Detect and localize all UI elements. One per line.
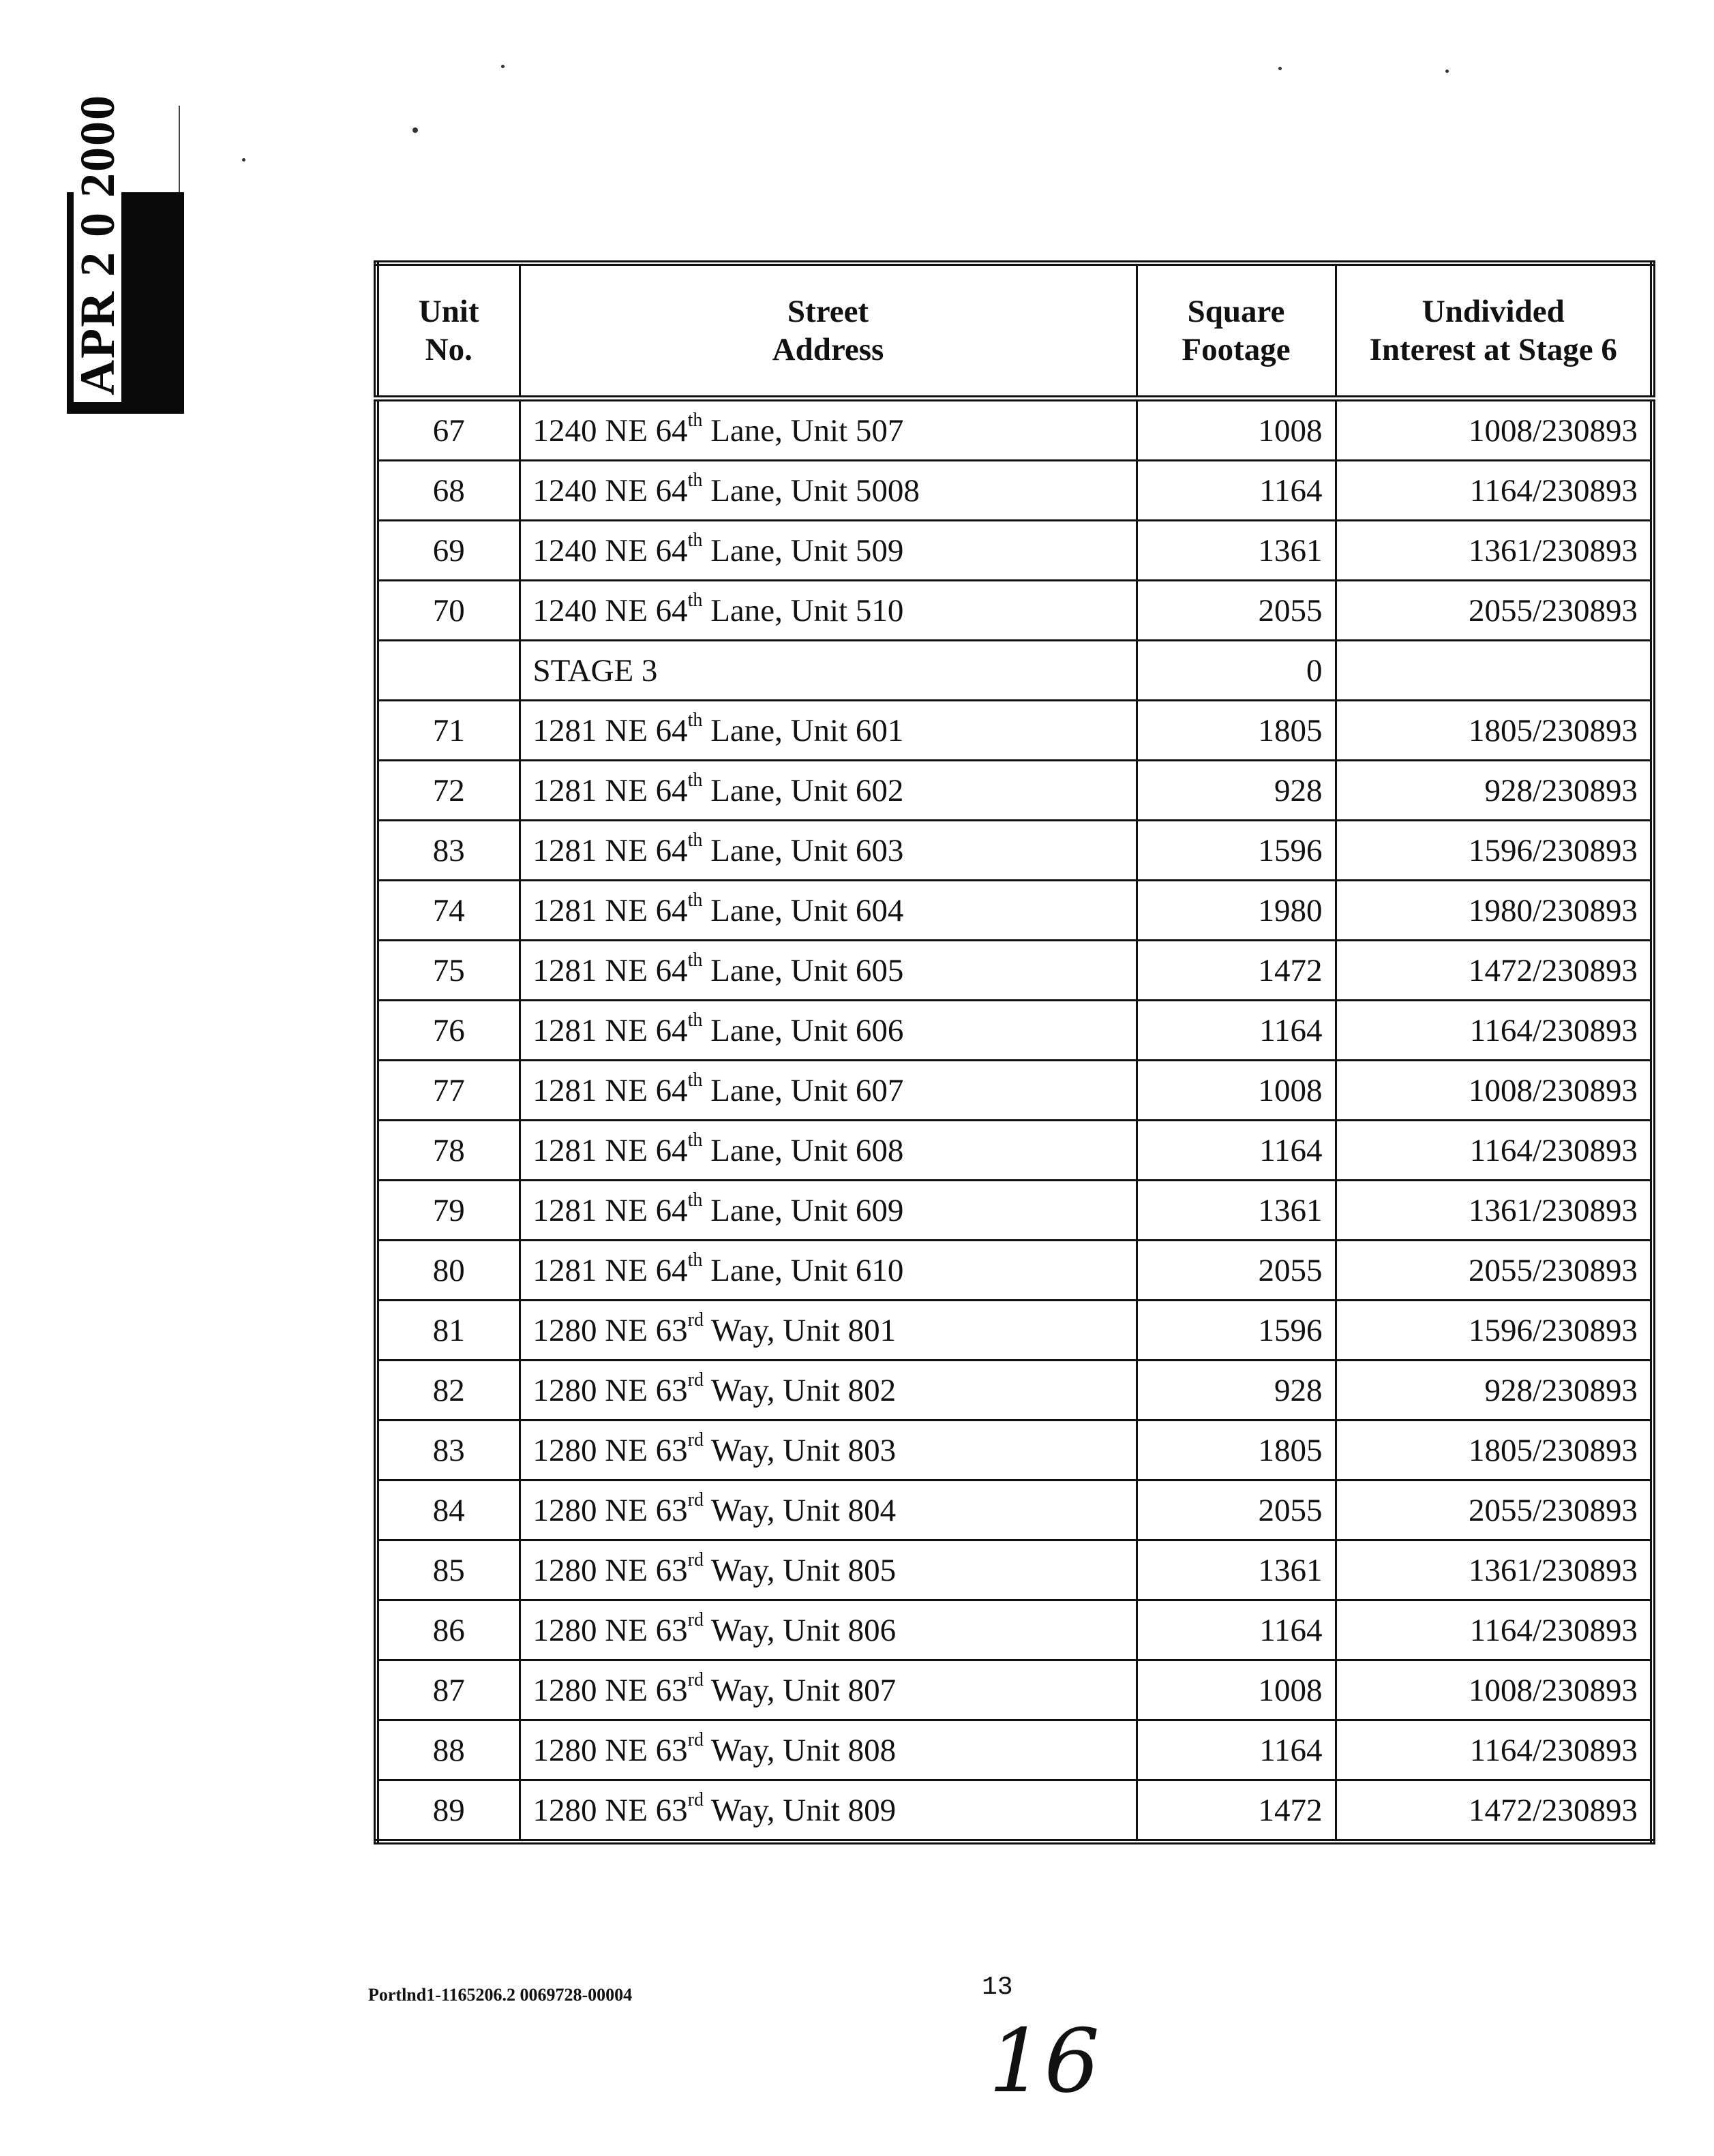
table-row (376, 821, 1653, 881)
undivided-interest: 2055/230893 (1336, 1241, 1653, 1301)
unit-number (376, 641, 520, 701)
handwritten-page-number: 16 (989, 2011, 1100, 2112)
undivided-interest: 1596/230893 (1336, 821, 1653, 881)
unit-number: 76 (376, 1001, 520, 1061)
unit-number: 88 (376, 1720, 520, 1780)
unit-number: 71 (376, 701, 520, 761)
undivided-interest: 928/230893 (1336, 1361, 1653, 1421)
table-row (376, 761, 1653, 821)
square-footage: 1472 (1137, 1780, 1336, 1842)
undivided-interest: 1596/230893 (1336, 1301, 1653, 1361)
street-address: 1280 NE 63rd Way, Unit 807 (520, 1660, 1137, 1720)
header-undivided-interest: Undivided Interest at Stage 6 (1336, 263, 1653, 399)
street-address: 1240 NE 64th Lane, Unit 510 (520, 581, 1137, 641)
header-unit-no: Unit No. (376, 263, 520, 399)
table-body (376, 399, 1653, 1842)
unit-number: 68 (376, 461, 520, 521)
scan-speck (412, 127, 418, 133)
table-row (376, 1780, 1653, 1842)
street-address: 1281 NE 64th Lane, Unit 602 (520, 761, 1137, 821)
street-address: 1281 NE 64th Lane, Unit 603 (520, 821, 1137, 881)
date-stamp: APR 2 0 2000 (74, 87, 121, 402)
square-footage: 928 (1137, 1361, 1336, 1421)
unit-number: 75 (376, 941, 520, 1001)
undivided-interest: 1361/230893 (1336, 1540, 1653, 1600)
square-footage: 2055 (1137, 581, 1336, 641)
unit-interest-table (374, 260, 1655, 1844)
square-footage: 1805 (1137, 701, 1336, 761)
square-footage: 0 (1137, 641, 1336, 701)
street-address: 1281 NE 64th Lane, Unit 605 (520, 941, 1137, 1001)
undivided-interest: 1361/230893 (1336, 1181, 1653, 1241)
unit-number: 83 (376, 821, 520, 881)
undivided-interest: 1472/230893 (1336, 941, 1653, 1001)
unit-number: 70 (376, 581, 520, 641)
unit-number: 77 (376, 1061, 520, 1121)
unit-number: 82 (376, 1361, 520, 1421)
table-row (376, 1720, 1653, 1780)
square-footage: 1164 (1137, 461, 1336, 521)
street-address: 1281 NE 64th Lane, Unit 604 (520, 881, 1137, 941)
undivided-interest: 1008/230893 (1336, 1061, 1653, 1121)
square-footage: 1008 (1137, 1660, 1336, 1720)
street-address: 1281 NE 64th Lane, Unit 601 (520, 701, 1137, 761)
square-footage: 2055 (1137, 1481, 1336, 1540)
header-street-address: Street Address (520, 263, 1137, 399)
street-address: 1280 NE 63rd Way, Unit 801 (520, 1301, 1137, 1361)
undivided-interest: 2055/230893 (1336, 1481, 1653, 1540)
undivided-interest: 1008/230893 (1336, 1660, 1653, 1720)
unit-number: 74 (376, 881, 520, 941)
square-footage: 1472 (1137, 941, 1336, 1001)
street-address: 1280 NE 63rd Way, Unit 805 (520, 1540, 1137, 1600)
table-row (376, 1361, 1653, 1421)
scan-speck (1278, 67, 1282, 70)
square-footage: 1008 (1137, 399, 1336, 461)
table-row (376, 641, 1653, 701)
unit-number: 86 (376, 1600, 520, 1660)
undivided-interest: 1164/230893 (1336, 461, 1653, 521)
undivided-interest: 1164/230893 (1336, 1121, 1653, 1181)
street-address: STAGE 3 (520, 641, 1137, 701)
undivided-interest: 1472/230893 (1336, 1780, 1653, 1842)
table-row (376, 1540, 1653, 1600)
street-address: 1280 NE 63rd Way, Unit 804 (520, 1481, 1137, 1540)
square-footage: 1361 (1137, 1540, 1336, 1600)
square-footage: 1361 (1137, 1181, 1336, 1241)
table-row (376, 399, 1653, 461)
street-address: 1281 NE 64th Lane, Unit 609 (520, 1181, 1137, 1241)
unit-number: 89 (376, 1780, 520, 1842)
table-row (376, 1301, 1653, 1361)
street-address: 1280 NE 63rd Way, Unit 808 (520, 1720, 1137, 1780)
unit-number: 84 (376, 1481, 520, 1540)
table-row (376, 881, 1653, 941)
square-footage: 1805 (1137, 1421, 1336, 1481)
street-address: 1280 NE 63rd Way, Unit 802 (520, 1361, 1137, 1421)
undivided-interest: 1361/230893 (1336, 521, 1653, 581)
square-footage: 1361 (1137, 521, 1336, 581)
street-address: 1240 NE 64th Lane, Unit 5008 (520, 461, 1137, 521)
table-row (376, 941, 1653, 1001)
street-address: 1240 NE 64th Lane, Unit 507 (520, 399, 1137, 461)
undivided-interest: 928/230893 (1336, 761, 1653, 821)
table-row (376, 1001, 1653, 1061)
table-row (376, 581, 1653, 641)
document-id: Portlnd1-1165206.2 0069728-00004 (368, 1985, 633, 2005)
street-address: 1280 NE 63rd Way, Unit 809 (520, 1780, 1137, 1842)
square-footage: 1164 (1137, 1600, 1336, 1660)
unit-number: 79 (376, 1181, 520, 1241)
table-row (376, 1600, 1653, 1660)
street-address: 1281 NE 64th Lane, Unit 608 (520, 1121, 1137, 1181)
unit-number: 87 (376, 1660, 520, 1720)
undivided-interest: 1164/230893 (1336, 1001, 1653, 1061)
street-address: 1280 NE 63rd Way, Unit 806 (520, 1600, 1137, 1660)
scan-speck (1445, 70, 1449, 73)
unit-number: 67 (376, 399, 520, 461)
street-address: 1280 NE 63rd Way, Unit 803 (520, 1421, 1137, 1481)
unit-number: 69 (376, 521, 520, 581)
square-footage: 1164 (1137, 1720, 1336, 1780)
undivided-interest: 1164/230893 (1336, 1720, 1653, 1780)
street-address: 1281 NE 64th Lane, Unit 606 (520, 1001, 1137, 1061)
unit-number: 78 (376, 1121, 520, 1181)
street-address: 1281 NE 64th Lane, Unit 610 (520, 1241, 1137, 1301)
square-footage: 1164 (1137, 1001, 1336, 1061)
table-row (376, 461, 1653, 521)
street-address: 1240 NE 64th Lane, Unit 509 (520, 521, 1137, 581)
scan-speck (501, 65, 505, 68)
square-footage: 1008 (1137, 1061, 1336, 1121)
undivided-interest: 1805/230893 (1336, 701, 1653, 761)
undivided-interest: 1164/230893 (1336, 1600, 1653, 1660)
undivided-interest: 2055/230893 (1336, 581, 1653, 641)
square-footage: 1596 (1137, 821, 1336, 881)
table-row (376, 1181, 1653, 1241)
square-footage: 1596 (1137, 1301, 1336, 1361)
street-address: 1281 NE 64th Lane, Unit 607 (520, 1061, 1137, 1121)
unit-number: 83 (376, 1421, 520, 1481)
square-footage: 928 (1137, 761, 1336, 821)
unit-number: 85 (376, 1540, 520, 1600)
header-square-footage: Square Footage (1137, 263, 1336, 399)
square-footage: 1164 (1137, 1121, 1336, 1181)
table-row (376, 1121, 1653, 1181)
unit-number: 72 (376, 761, 520, 821)
undivided-interest: 1980/230893 (1336, 881, 1653, 941)
table-row (376, 1421, 1653, 1481)
unit-number: 80 (376, 1241, 520, 1301)
table-row (376, 1241, 1653, 1301)
undivided-interest (1336, 641, 1653, 701)
undivided-interest: 1008/230893 (1336, 399, 1653, 461)
table-row (376, 1660, 1653, 1720)
table-row (376, 1481, 1653, 1540)
table-row (376, 1061, 1653, 1121)
table-row (376, 521, 1653, 581)
undivided-interest: 1805/230893 (1336, 1421, 1653, 1481)
table-header-row (376, 263, 1653, 399)
scan-speck (242, 158, 245, 162)
square-footage: 2055 (1137, 1241, 1336, 1301)
square-footage: 1980 (1137, 881, 1336, 941)
page-number: 13 (982, 1973, 1013, 2002)
unit-number: 81 (376, 1301, 520, 1361)
table-row (376, 701, 1653, 761)
